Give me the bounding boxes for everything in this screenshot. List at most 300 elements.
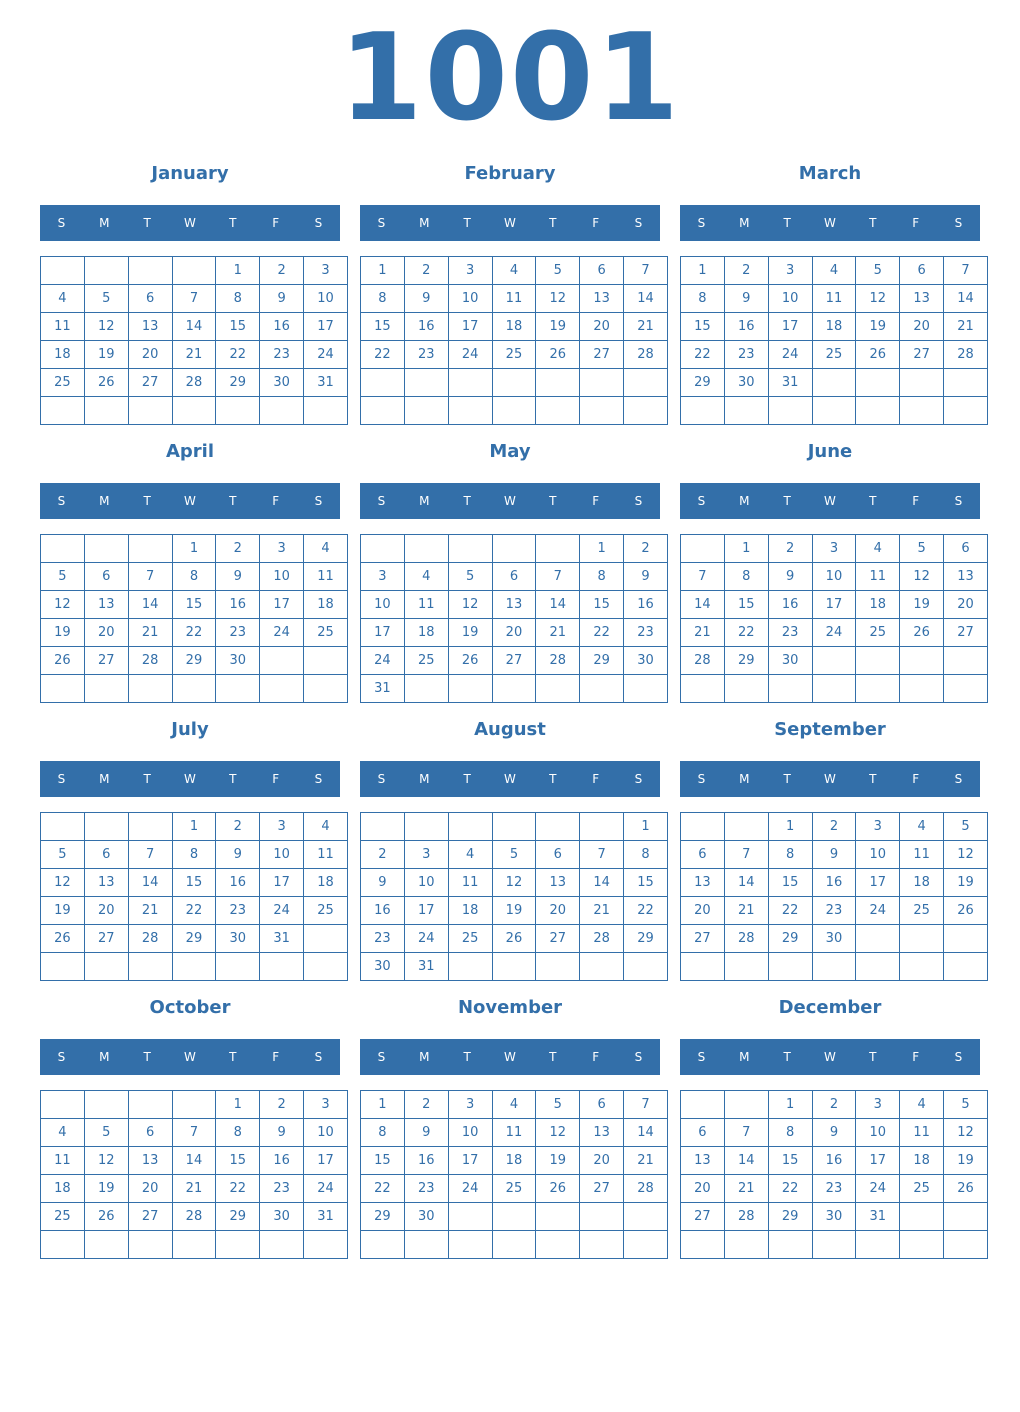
weekday-label: T — [869, 772, 877, 786]
day-cell: 24 — [768, 341, 812, 369]
week-row — [361, 841, 668, 869]
day-cell: 8 — [172, 841, 216, 869]
day-cell: 20 — [128, 341, 172, 369]
empty-day-cell — [580, 369, 624, 397]
empty-day-cell — [681, 397, 725, 425]
weekday-label: S — [377, 494, 386, 508]
day-cell: 6 — [681, 1119, 725, 1147]
day-cell: 10 — [856, 841, 900, 869]
empty-day-cell — [361, 1231, 405, 1259]
weekday-header — [360, 1039, 660, 1075]
week-row — [41, 1147, 348, 1175]
day-cell: 2 — [260, 1091, 304, 1119]
week-row — [41, 369, 348, 397]
empty-day-cell — [768, 675, 812, 703]
weekday-label: S — [634, 1050, 643, 1064]
empty-day-cell — [84, 397, 128, 425]
empty-day-cell — [84, 813, 128, 841]
empty-day-cell — [536, 1203, 580, 1231]
weekday-label: W — [184, 494, 196, 508]
day-cell: 10 — [304, 1119, 348, 1147]
day-cell: 29 — [580, 647, 624, 675]
day-cell: 12 — [536, 285, 580, 313]
day-cell: 15 — [216, 313, 260, 341]
day-cell: 26 — [84, 1203, 128, 1231]
empty-day-cell — [128, 813, 172, 841]
day-cell: 8 — [361, 285, 405, 313]
day-cell: 22 — [768, 1175, 812, 1203]
day-cell: 3 — [304, 257, 348, 285]
day-cell: 14 — [580, 869, 624, 897]
day-cell: 17 — [260, 591, 304, 619]
week-row — [41, 257, 348, 285]
day-cell: 16 — [216, 869, 260, 897]
empty-day-cell — [216, 953, 260, 981]
day-cell: 4 — [812, 257, 856, 285]
day-cell: 1 — [580, 535, 624, 563]
week-row — [361, 647, 668, 675]
weekday-label: M — [419, 772, 430, 786]
day-cell: 3 — [260, 813, 304, 841]
day-cell: 12 — [448, 591, 492, 619]
empty-day-cell — [580, 675, 624, 703]
day-cell: 12 — [84, 313, 128, 341]
day-cell: 29 — [768, 925, 812, 953]
empty-day-cell — [448, 1231, 492, 1259]
day-cell: 25 — [404, 647, 448, 675]
day-cell: 4 — [41, 285, 85, 313]
week-row — [361, 1091, 668, 1119]
week-row — [361, 897, 668, 925]
week-row — [681, 897, 988, 925]
day-cell: 25 — [900, 1175, 944, 1203]
day-cell: 5 — [84, 1119, 128, 1147]
empty-day-cell — [41, 397, 85, 425]
empty-day-cell — [304, 647, 348, 675]
empty-day-cell — [128, 1091, 172, 1119]
empty-day-cell — [84, 257, 128, 285]
day-cell: 1 — [172, 535, 216, 563]
empty-day-cell — [944, 953, 988, 981]
day-cell: 6 — [492, 563, 536, 591]
day-cell: 10 — [404, 869, 448, 897]
day-cell: 19 — [41, 619, 85, 647]
day-cell: 24 — [856, 1175, 900, 1203]
day-cell: 15 — [624, 869, 668, 897]
day-cell: 18 — [900, 1147, 944, 1175]
day-cell: 22 — [681, 341, 725, 369]
day-cell: 20 — [944, 591, 988, 619]
weekday-label: T — [549, 772, 557, 786]
weekday-header — [360, 761, 660, 797]
day-cell: 5 — [41, 841, 85, 869]
empty-day-cell — [768, 1231, 812, 1259]
day-cell: 29 — [624, 925, 668, 953]
week-row — [681, 313, 988, 341]
day-cell: 20 — [84, 619, 128, 647]
empty-day-cell — [536, 675, 580, 703]
day-cell: 16 — [812, 869, 856, 897]
empty-day-cell — [812, 1231, 856, 1259]
empty-day-cell — [856, 397, 900, 425]
day-cell: 31 — [856, 1203, 900, 1231]
day-cell: 30 — [260, 1203, 304, 1231]
day-cell: 14 — [624, 1119, 668, 1147]
weekday-label: F — [912, 494, 920, 508]
weekday-label: F — [912, 216, 920, 230]
weekday-label: M — [99, 1050, 110, 1064]
week-row — [41, 619, 348, 647]
week-row — [41, 591, 348, 619]
week-row — [681, 925, 988, 953]
day-grid — [680, 812, 988, 981]
day-cell: 18 — [492, 313, 536, 341]
day-cell: 11 — [492, 285, 536, 313]
weekday-label: T — [869, 494, 877, 508]
day-cell: 10 — [448, 1119, 492, 1147]
empty-day-cell — [448, 813, 492, 841]
day-cell: 26 — [944, 897, 988, 925]
day-cell: 6 — [128, 1119, 172, 1147]
day-cell: 4 — [304, 535, 348, 563]
day-cell: 7 — [624, 1091, 668, 1119]
day-cell: 6 — [681, 841, 725, 869]
day-cell: 23 — [404, 1175, 448, 1203]
day-cell: 9 — [361, 869, 405, 897]
empty-day-cell — [624, 397, 668, 425]
empty-day-cell — [724, 1091, 768, 1119]
day-cell: 28 — [580, 925, 624, 953]
day-cell: 22 — [624, 897, 668, 925]
month-name: June — [807, 441, 853, 462]
day-cell: 23 — [260, 341, 304, 369]
week-row — [41, 869, 348, 897]
week-row — [361, 1175, 668, 1203]
day-cell: 18 — [41, 341, 85, 369]
day-cell: 16 — [768, 591, 812, 619]
empty-day-cell — [812, 369, 856, 397]
day-cell: 6 — [84, 563, 128, 591]
month-name: September — [774, 719, 886, 740]
weekday-header — [40, 761, 340, 797]
empty-day-cell — [536, 1231, 580, 1259]
day-cell: 17 — [856, 1147, 900, 1175]
day-grid — [40, 812, 348, 981]
empty-day-cell — [681, 1091, 725, 1119]
weekday-label: T — [229, 216, 237, 230]
weekday-label: T — [869, 216, 877, 230]
empty-day-cell — [900, 647, 944, 675]
empty-day-cell — [900, 925, 944, 953]
empty-day-cell — [41, 1231, 85, 1259]
day-cell: 21 — [128, 897, 172, 925]
day-cell: 15 — [580, 591, 624, 619]
day-cell: 23 — [624, 619, 668, 647]
weekday-header — [40, 1039, 340, 1075]
day-cell: 30 — [404, 1203, 448, 1231]
weekday-label: S — [697, 1050, 706, 1064]
month-name: February — [464, 163, 556, 184]
week-row — [681, 1091, 988, 1119]
week-row — [41, 285, 348, 313]
day-cell: 26 — [84, 369, 128, 397]
day-cell: 14 — [172, 1147, 216, 1175]
day-cell: 27 — [580, 1175, 624, 1203]
empty-day-cell — [84, 1231, 128, 1259]
day-cell: 25 — [492, 341, 536, 369]
day-cell: 26 — [944, 1175, 988, 1203]
weekday-label: S — [377, 1050, 386, 1064]
day-grid — [680, 1090, 988, 1259]
day-cell: 9 — [404, 285, 448, 313]
weekday-label: T — [783, 772, 791, 786]
day-cell: 16 — [404, 313, 448, 341]
week-row — [361, 619, 668, 647]
empty-day-cell — [580, 813, 624, 841]
week-row — [681, 619, 988, 647]
day-cell: 18 — [304, 591, 348, 619]
day-cell: 19 — [944, 869, 988, 897]
day-cell: 3 — [404, 841, 448, 869]
day-cell: 2 — [260, 257, 304, 285]
day-cell: 14 — [536, 591, 580, 619]
weekday-header — [40, 205, 340, 241]
day-cell: 6 — [84, 841, 128, 869]
empty-day-cell — [536, 813, 580, 841]
weekday-label: S — [377, 216, 386, 230]
month-name: December — [778, 997, 882, 1018]
day-cell: 10 — [361, 591, 405, 619]
week-row — [41, 1231, 348, 1259]
day-cell: 24 — [404, 925, 448, 953]
day-cell: 12 — [41, 869, 85, 897]
day-cell: 31 — [304, 1203, 348, 1231]
weekday-label: T — [549, 216, 557, 230]
day-cell: 4 — [856, 535, 900, 563]
day-cell: 15 — [361, 1147, 405, 1175]
month-name: November — [457, 997, 563, 1018]
day-cell: 18 — [404, 619, 448, 647]
day-cell: 12 — [536, 1119, 580, 1147]
weekday-label: W — [184, 1050, 196, 1064]
day-cell: 6 — [900, 257, 944, 285]
day-cell: 28 — [624, 341, 668, 369]
day-cell: 15 — [768, 1147, 812, 1175]
day-cell: 13 — [580, 285, 624, 313]
day-cell: 23 — [812, 1175, 856, 1203]
weekday-header — [360, 483, 660, 519]
day-cell: 22 — [172, 619, 216, 647]
day-cell: 19 — [41, 897, 85, 925]
day-cell: 20 — [580, 1147, 624, 1175]
day-cell: 21 — [536, 619, 580, 647]
weekday-label: S — [314, 772, 323, 786]
day-cell: 11 — [41, 1147, 85, 1175]
empty-day-cell — [944, 1231, 988, 1259]
weekday-header — [680, 1039, 980, 1075]
day-cell: 30 — [812, 925, 856, 953]
day-cell: 21 — [580, 897, 624, 925]
day-cell: 4 — [492, 257, 536, 285]
day-cell: 15 — [172, 591, 216, 619]
weekday-label: M — [419, 1050, 430, 1064]
weekday-label: F — [912, 772, 920, 786]
day-cell: 1 — [172, 813, 216, 841]
day-cell: 5 — [944, 813, 988, 841]
weekday-label: T — [463, 1050, 471, 1064]
day-cell: 11 — [812, 285, 856, 313]
empty-day-cell — [724, 1231, 768, 1259]
day-cell: 3 — [448, 257, 492, 285]
day-cell: 26 — [536, 341, 580, 369]
weekday-label: F — [272, 494, 280, 508]
day-cell: 10 — [304, 285, 348, 313]
empty-day-cell — [361, 397, 405, 425]
weekday-label: W — [824, 216, 836, 230]
day-grid — [360, 812, 668, 981]
weekday-header — [680, 483, 980, 519]
week-row — [681, 341, 988, 369]
day-cell: 9 — [724, 285, 768, 313]
week-row — [41, 841, 348, 869]
day-grid — [40, 256, 348, 425]
week-row — [681, 869, 988, 897]
week-row — [361, 813, 668, 841]
day-cell: 2 — [768, 535, 812, 563]
day-cell: 30 — [624, 647, 668, 675]
day-cell: 20 — [580, 313, 624, 341]
week-row — [361, 1231, 668, 1259]
week-row — [681, 1119, 988, 1147]
day-cell: 30 — [724, 369, 768, 397]
day-cell: 4 — [492, 1091, 536, 1119]
weekday-label: S — [57, 494, 66, 508]
day-cell: 31 — [768, 369, 812, 397]
weekday-label: S — [697, 494, 706, 508]
day-cell: 3 — [361, 563, 405, 591]
weekday-label: T — [463, 772, 471, 786]
week-row — [681, 285, 988, 313]
day-cell: 17 — [404, 897, 448, 925]
day-cell: 11 — [900, 841, 944, 869]
weekday-label: F — [592, 494, 600, 508]
week-row — [681, 1231, 988, 1259]
week-row — [41, 313, 348, 341]
day-cell: 9 — [260, 285, 304, 313]
weekday-label: S — [697, 216, 706, 230]
day-cell: 7 — [536, 563, 580, 591]
day-cell: 6 — [536, 841, 580, 869]
day-cell: 10 — [856, 1119, 900, 1147]
empty-day-cell — [856, 369, 900, 397]
day-cell: 7 — [128, 841, 172, 869]
day-cell: 12 — [944, 841, 988, 869]
weekday-label: M — [739, 1050, 750, 1064]
day-cell: 28 — [724, 925, 768, 953]
day-cell: 23 — [260, 1175, 304, 1203]
empty-day-cell — [492, 953, 536, 981]
weekday-label: T — [549, 1050, 557, 1064]
empty-day-cell — [492, 675, 536, 703]
day-cell: 20 — [84, 897, 128, 925]
weekday-label: F — [592, 216, 600, 230]
weekday-header — [680, 761, 980, 797]
day-cell: 30 — [768, 647, 812, 675]
weekday-label: W — [504, 494, 516, 508]
day-cell: 2 — [404, 1091, 448, 1119]
day-cell: 2 — [812, 1091, 856, 1119]
empty-day-cell — [580, 397, 624, 425]
day-cell: 2 — [361, 841, 405, 869]
day-cell: 24 — [856, 897, 900, 925]
empty-day-cell — [768, 397, 812, 425]
empty-day-cell — [128, 953, 172, 981]
weekday-label: S — [954, 772, 963, 786]
day-cell: 17 — [260, 869, 304, 897]
empty-day-cell — [724, 813, 768, 841]
weekday-header — [360, 205, 660, 241]
day-grid — [680, 534, 988, 703]
day-cell: 8 — [172, 563, 216, 591]
day-cell: 13 — [681, 869, 725, 897]
week-row — [681, 535, 988, 563]
weekday-label: W — [184, 772, 196, 786]
empty-day-cell — [580, 1203, 624, 1231]
day-cell: 3 — [856, 1091, 900, 1119]
day-cell: 9 — [812, 841, 856, 869]
day-cell: 29 — [681, 369, 725, 397]
empty-day-cell — [41, 1091, 85, 1119]
day-cell: 24 — [304, 341, 348, 369]
empty-day-cell — [41, 675, 85, 703]
day-cell: 26 — [536, 1175, 580, 1203]
weekday-label: M — [99, 494, 110, 508]
day-cell: 5 — [448, 563, 492, 591]
day-cell: 5 — [84, 285, 128, 313]
day-cell: 25 — [812, 341, 856, 369]
empty-day-cell — [812, 647, 856, 675]
weekday-label: W — [824, 494, 836, 508]
day-cell: 1 — [724, 535, 768, 563]
day-cell: 28 — [724, 1203, 768, 1231]
day-cell: 10 — [448, 285, 492, 313]
day-cell: 25 — [856, 619, 900, 647]
day-cell: 23 — [216, 897, 260, 925]
day-cell: 1 — [768, 813, 812, 841]
weekday-label: S — [634, 772, 643, 786]
day-cell: 11 — [304, 841, 348, 869]
day-cell: 16 — [812, 1147, 856, 1175]
day-cell: 27 — [128, 369, 172, 397]
day-cell: 11 — [492, 1119, 536, 1147]
weekday-label: M — [739, 494, 750, 508]
day-cell: 18 — [492, 1147, 536, 1175]
weekday-label: W — [824, 772, 836, 786]
weekday-label: W — [824, 1050, 836, 1064]
week-row — [681, 675, 988, 703]
empty-day-cell — [944, 647, 988, 675]
empty-day-cell — [900, 397, 944, 425]
day-cell: 17 — [448, 313, 492, 341]
day-cell: 29 — [172, 647, 216, 675]
day-cell: 11 — [404, 591, 448, 619]
empty-day-cell — [404, 397, 448, 425]
day-cell: 26 — [900, 619, 944, 647]
day-cell: 30 — [812, 1203, 856, 1231]
empty-day-cell — [84, 953, 128, 981]
day-cell: 30 — [361, 953, 405, 981]
week-row — [361, 953, 668, 981]
